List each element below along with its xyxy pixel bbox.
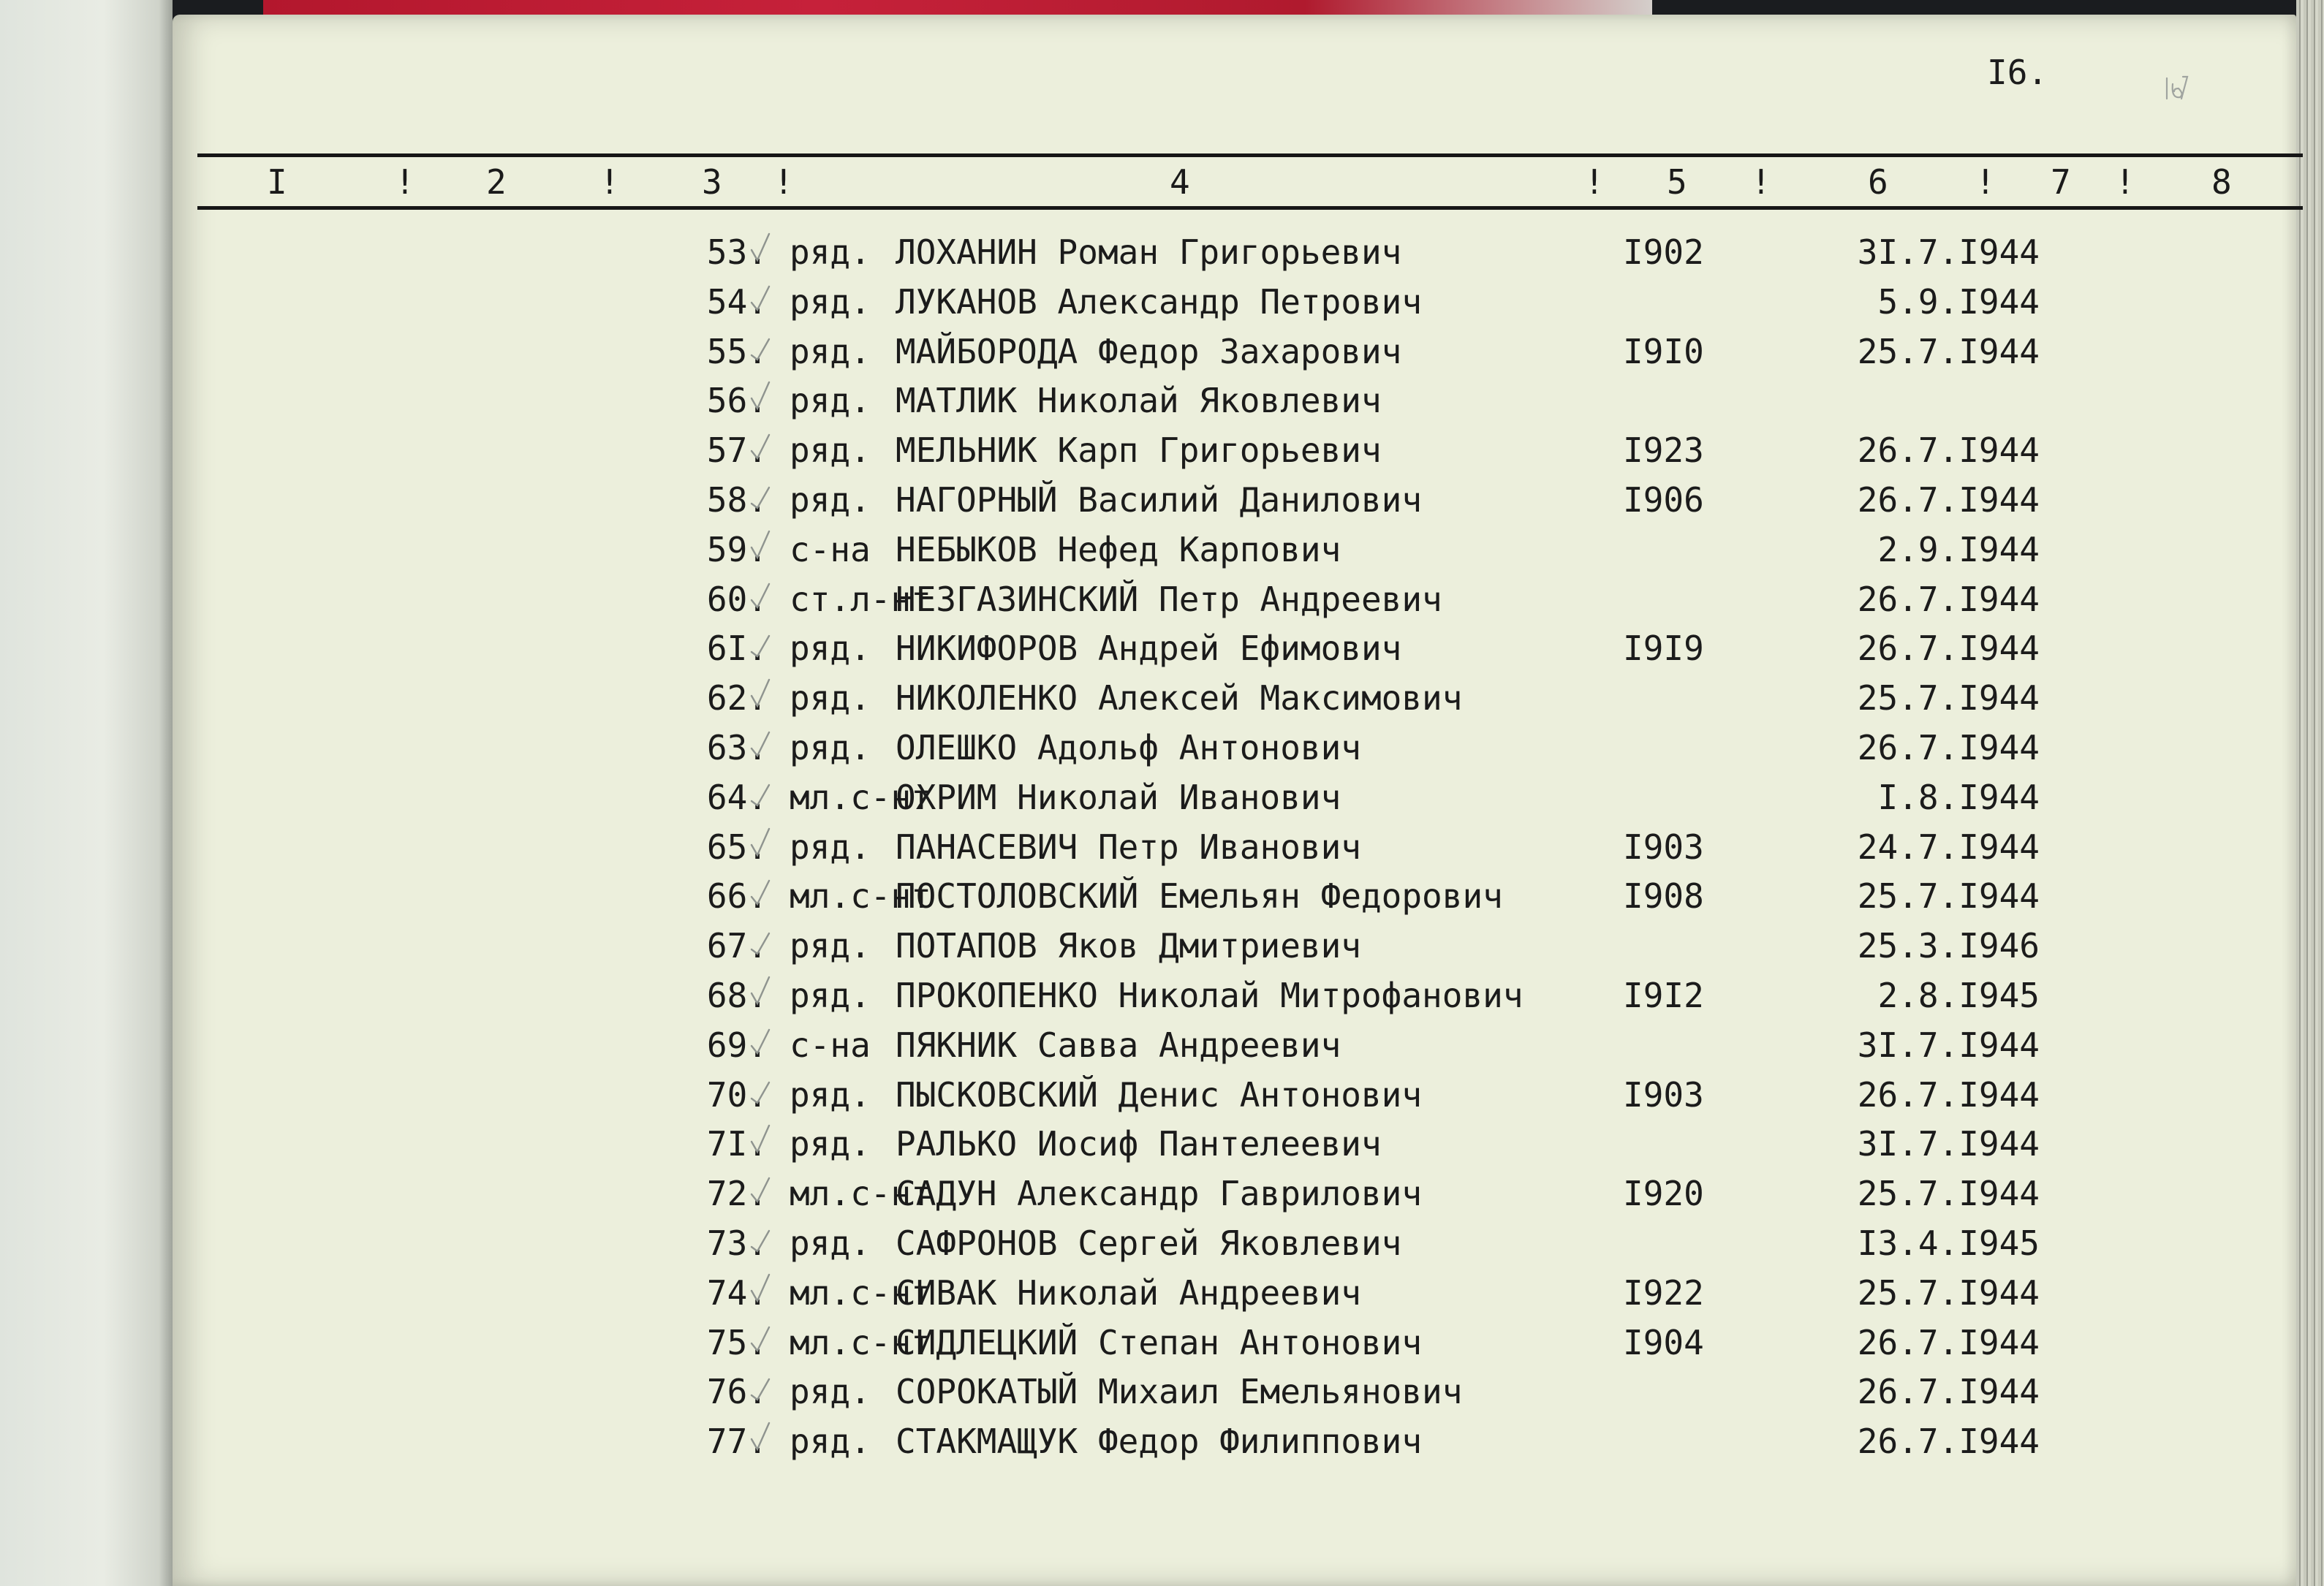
record-name: ПОТАПОВ Яков Дмитриевич	[896, 926, 1361, 965]
record-rank: ряд.	[790, 480, 871, 520]
record-date: 26.7.I944	[1857, 580, 2040, 619]
record-rank: ряд.	[790, 1124, 871, 1164]
record-name: ПАНАСЕВИЧ Петр Иванович	[896, 827, 1361, 867]
record-name: ОЛЕШКО Адольф Антонович	[896, 728, 1361, 767]
record-name: СОРОКАТЫЙ Михаил Емельянович	[896, 1372, 1463, 1411]
record-rank: ряд.	[790, 728, 871, 767]
record-date: 25.7.I944	[1857, 332, 2040, 371]
record-name: СИВАК Николай Андреевич	[896, 1273, 1361, 1313]
check-mark-icon	[747, 1120, 776, 1156]
record-num: 68.	[706, 976, 768, 1015]
record-rank: ряд.	[790, 430, 871, 470]
record-num: 75.	[706, 1323, 768, 1362]
column-header-10: 6	[1868, 162, 1888, 202]
record-year: I923	[1623, 430, 1704, 470]
record-num: 6I.	[706, 629, 768, 668]
record-rank: ряд.	[790, 629, 871, 668]
record-name: МАЙБОРОДА Федор Захарович	[896, 332, 1402, 371]
record-year: I9I0	[1623, 332, 1704, 371]
record-date: 26.7.I944	[1857, 728, 2040, 767]
check-mark-icon	[747, 1318, 776, 1355]
record-num: 72.	[706, 1174, 768, 1213]
check-mark-icon	[747, 922, 776, 958]
record-year: I9I2	[1623, 976, 1704, 1015]
check-mark-icon	[747, 575, 776, 612]
record-rank: ряд.	[790, 976, 871, 1015]
record-rank: мл.с-нт	[790, 1273, 931, 1313]
record-rank: ряд.	[790, 926, 871, 965]
check-mark-icon	[747, 426, 776, 463]
record-date: 25.7.I944	[1857, 1273, 2040, 1313]
record-num: 57.	[706, 430, 768, 470]
pencil-note	[2164, 69, 2190, 105]
check-mark-icon	[747, 674, 776, 710]
record-name: САДУН Александр Гаврилович	[896, 1174, 1423, 1213]
record-year: I904	[1623, 1323, 1704, 1362]
record-num: 66.	[706, 876, 768, 916]
record-year: I902	[1623, 232, 1704, 272]
record-rank: ряд.	[790, 282, 871, 322]
record-date: 26.7.I944	[1857, 1372, 2040, 1411]
record-num: 65.	[706, 827, 768, 867]
record-num: 77.	[706, 1422, 768, 1461]
column-header-7: !	[1584, 162, 1605, 202]
check-mark-icon	[747, 1071, 776, 1107]
column-header-11: !	[1975, 162, 1996, 202]
record-name: ЛОХАНИН Роман Григорьевич	[896, 232, 1402, 272]
column-header-3: !	[599, 162, 620, 202]
check-mark-icon	[747, 1169, 776, 1206]
column-header-8: 5	[1667, 162, 1687, 202]
record-name: НИКИФОРОВ Андрей Ефимович	[896, 629, 1402, 668]
record-name: МАТЛИК Николай Яковлевич	[896, 381, 1382, 420]
table-top-rule	[197, 153, 2303, 157]
record-date: 5.9.I944	[1877, 282, 2040, 322]
record-year: I903	[1623, 1075, 1704, 1115]
check-mark-icon	[747, 278, 776, 314]
check-mark-icon	[747, 624, 776, 661]
record-num: 67.	[706, 926, 768, 965]
check-mark-icon	[747, 376, 776, 413]
record-name: ПОСТОЛОВСКИЙ Емельян Федорович	[896, 876, 1503, 916]
record-rank: ряд.	[790, 332, 871, 371]
record-rank: ряд.	[790, 381, 871, 420]
check-mark-icon	[747, 1219, 776, 1256]
column-header-2: 2	[486, 162, 507, 202]
record-name: НЕЗГАЗИНСКИЙ Петр Андреевич	[896, 580, 1442, 619]
record-name: МЕЛЬНИК Карп Григорьевич	[896, 430, 1382, 470]
column-header-6: 4	[1170, 162, 1190, 202]
record-date: 2.9.I944	[1877, 530, 2040, 569]
record-name: РАЛЬКО Иосиф Пантелеевич	[896, 1124, 1382, 1164]
record-year: I9I9	[1623, 629, 1704, 668]
record-date: 24.7.I944	[1857, 827, 2040, 867]
column-header-9: !	[1751, 162, 1771, 202]
check-mark-icon	[747, 971, 776, 1008]
record-rank: мл.с-нт	[790, 876, 931, 916]
record-rank: мл.с-нт	[790, 1174, 931, 1213]
record-name: СТАКМАЩУК Федор Филиппович	[896, 1422, 1423, 1461]
column-header-1: !	[395, 162, 415, 202]
record-rank: с-на	[790, 530, 871, 569]
record-name: НЕБЫКОВ Нефед Карпович	[896, 530, 1341, 569]
record-name: ПРОКОПЕНКО Николай Митрофанович	[896, 976, 1524, 1015]
record-num: 60.	[706, 580, 768, 619]
record-num: 58.	[706, 480, 768, 520]
record-name: НАГОРНЫЙ Василий Данилович	[896, 480, 1423, 520]
table-header-rule	[197, 206, 2303, 210]
record-num: 56.	[706, 381, 768, 420]
record-name: НИКОЛЕНКО Алексей Максимович	[896, 678, 1463, 718]
column-header-5: !	[773, 162, 794, 202]
check-mark-icon	[747, 872, 776, 908]
record-date: 2.8.I945	[1877, 976, 2040, 1015]
check-mark-icon	[747, 1269, 776, 1305]
record-num: 76.	[706, 1372, 768, 1411]
left-page	[0, 0, 173, 1586]
record-date: 3I.7.I944	[1857, 1025, 2040, 1065]
check-mark-icon	[747, 525, 776, 562]
record-rank: мл.с-нт	[790, 778, 931, 817]
record-name: ЛУКАНОВ Александр Петрович	[896, 282, 1423, 322]
column-header-4: 3	[702, 162, 722, 202]
record-num: 64.	[706, 778, 768, 817]
record-num: 70.	[706, 1075, 768, 1115]
record-date: 26.7.I944	[1857, 430, 2040, 470]
record-num: 59.	[706, 530, 768, 569]
record-rank: ряд.	[790, 1075, 871, 1115]
record-name: СИДЛЕЦКИЙ Степан Антонович	[896, 1323, 1423, 1362]
check-mark-icon	[747, 327, 776, 364]
record-num: 63.	[706, 728, 768, 767]
column-header-13: !	[2115, 162, 2135, 202]
record-year: I908	[1623, 876, 1704, 916]
check-mark-icon	[747, 724, 776, 760]
column-header-14: 8	[2211, 162, 2232, 202]
record-rank: ст.л-нт	[790, 580, 931, 619]
record-num: 74.	[706, 1273, 768, 1313]
record-year: I903	[1623, 827, 1704, 867]
record-name: САФРОНОВ Сергей Яковлевич	[896, 1223, 1402, 1263]
check-mark-icon	[747, 773, 776, 810]
column-header-0: I	[267, 162, 287, 202]
check-mark-icon	[747, 1021, 776, 1058]
record-year: I922	[1623, 1273, 1704, 1313]
record-date: 26.7.I944	[1857, 1422, 2040, 1461]
record-date: 25.7.I944	[1857, 876, 2040, 916]
record-rank: ряд.	[790, 1422, 871, 1461]
record-date: 3I.7.I944	[1857, 232, 2040, 272]
record-rank: ряд.	[790, 827, 871, 867]
record-num: 54.	[706, 282, 768, 322]
page-number: I6.	[1987, 53, 2048, 92]
record-rank: мл.с-нт	[790, 1323, 931, 1362]
record-date: I.8.I944	[1877, 778, 2040, 817]
record-date: 26.7.I944	[1857, 629, 2040, 668]
record-date: 25.7.I944	[1857, 678, 2040, 718]
record-num: 69.	[706, 1025, 768, 1065]
record-num: 55.	[706, 332, 768, 371]
record-num: 62.	[706, 678, 768, 718]
record-rank: ряд.	[790, 232, 871, 272]
record-num: 73.	[706, 1223, 768, 1263]
record-year: I920	[1623, 1174, 1704, 1213]
record-date: 26.7.I944	[1857, 1075, 2040, 1115]
check-mark-icon	[747, 476, 776, 512]
check-mark-icon	[747, 1367, 776, 1404]
record-name: ПЫСКОВСКИЙ Денис Антонович	[896, 1075, 1423, 1115]
record-rank: ряд.	[790, 678, 871, 718]
record-date: 25.7.I944	[1857, 1174, 2040, 1213]
record-date: 25.3.I946	[1857, 926, 2040, 965]
record-num: 7I.	[706, 1124, 768, 1164]
check-mark-icon	[747, 823, 776, 860]
record-date: I3.4.I945	[1857, 1223, 2040, 1263]
record-name: ОХРИМ Николай Иванович	[896, 778, 1341, 817]
record-rank: с-на	[790, 1025, 871, 1065]
check-mark-icon	[747, 228, 776, 265]
record-num: 53.	[706, 232, 768, 272]
record-rank: ряд.	[790, 1223, 871, 1263]
record-date: 3I.7.I944	[1857, 1124, 2040, 1164]
column-header-12: 7	[2051, 162, 2071, 202]
page-edges	[2296, 0, 2324, 1586]
record-date: 26.7.I944	[1857, 480, 2040, 520]
record-date: 26.7.I944	[1857, 1323, 2040, 1362]
record-rank: ряд.	[790, 1372, 871, 1411]
check-mark-icon	[747, 1417, 776, 1454]
record-name: ПЯКНИК Савва Андреевич	[896, 1025, 1341, 1065]
record-year: I906	[1623, 480, 1704, 520]
